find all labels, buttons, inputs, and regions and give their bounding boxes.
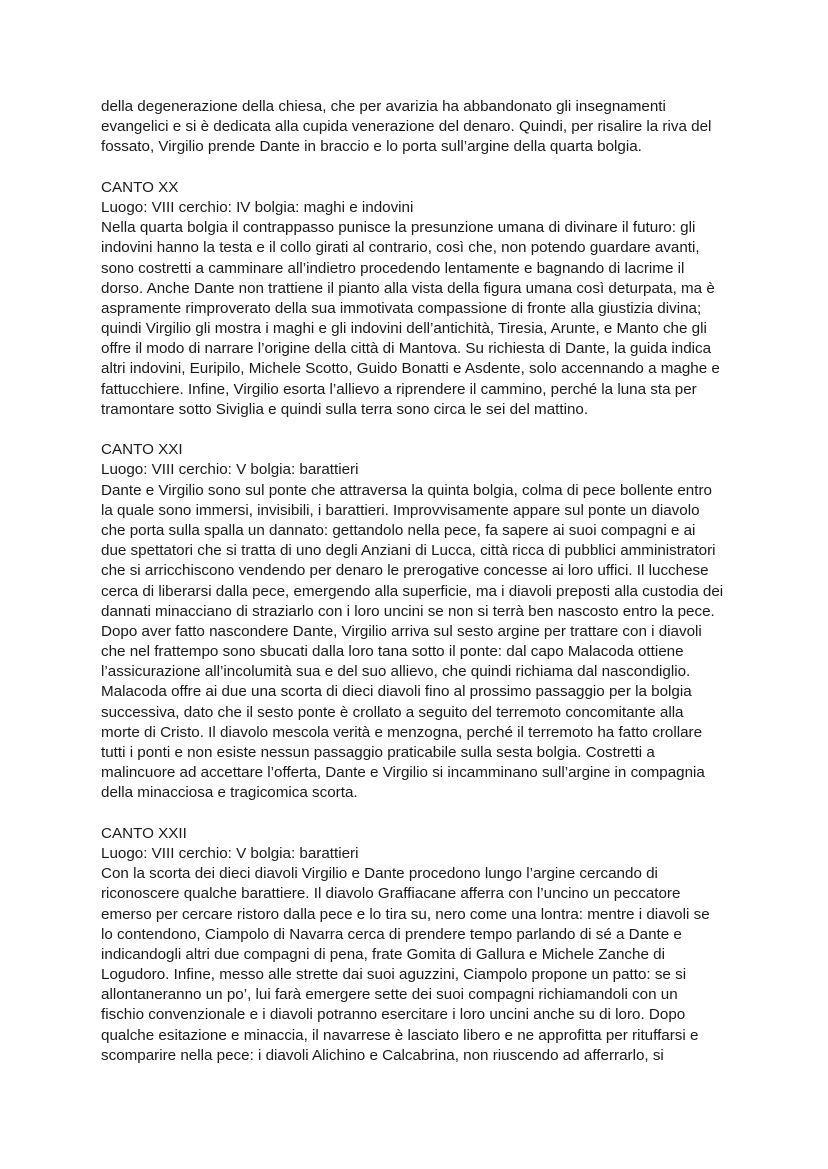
canto-title: CANTO XX [101, 178, 179, 196]
text-line: della degenerazione della chiesa, che per avarizia ha abbandonato gli insegnamenti [101, 98, 666, 115]
canto-title: CANTO XXII [101, 824, 187, 842]
canto-place: Luogo: VIII cerchio: V bolgia: barattieri [101, 844, 359, 862]
text-line: due spettatori che si tratta di uno degli Anziani di Lucca, città ricca di pubblici amministratori [101, 542, 716, 560]
canto-section-xxi [101, 440, 768, 803]
paragraph-gap [101, 158, 768, 178]
text-line: Dopo aver fatto nascondere Dante, Virgilio arriva sul sesto argine per trattare con i diavoli [101, 622, 702, 640]
text-line: che nel frattempo sono sbucati dalla loro tana sotto il ponte: dal capo Malacoda ottiene [101, 643, 684, 661]
text-line: Dante e Virgilio sono sul ponte che attraversa la quinta bolgia, colma di pece bollente entro [101, 481, 712, 499]
text-line: tramontare sotto Siviglia e quindi sulla terra sono circa le sei del mattino. [101, 400, 589, 418]
text-line: Logudoro. Infine, messo alle strette dai suoi aguzzini, Ciampolo propone un patto: se si [101, 966, 687, 984]
paragraph-gap [101, 420, 768, 440]
text-line: qualche esitazione e minaccia, il navarrese è lasciato libero e ne approfitta per rituffarsi e [101, 1026, 699, 1044]
text-line: lo contendono, Ciampolo di Navarra cerca di prendere tempo parlando di sé a Dante e [101, 925, 682, 943]
text-line: l’assicurazione all’incolumità sua e del suo allievo, che quindi richiama dal nascondiglio. [101, 663, 691, 681]
text-line: dannati minacciano di straziarlo con i loro uncini se non si terrà ben nascosto entro la pece. [101, 602, 715, 620]
text-line: dorso. Anche Dante non trattiene il pianto alla vista della figura umana così deturpata, ma è [101, 279, 715, 297]
text-line: indicandogli altri due compagni di pena, frate Gomita di Gallura e Michele Zanche di [101, 945, 665, 963]
canto-section-xx [101, 178, 768, 420]
text-line: altri indovini, Euripilo, Michele Scotto, Guido Bonatti e Asdente, solo accennando a maghe e [101, 360, 720, 378]
text-line: la quale sono immersi, invisibili, i barattieri. Improvvisamente appare sul ponte un diavolo [101, 501, 700, 519]
text-line: fattucchiere. Infine, Virgilio esorta l’allievo a riprendere il cammino, perché la luna sta per [101, 380, 697, 398]
text-line: emerso per cercare ristoro dalla pece e lo tira su, nero come una lontra: mentre i diavoli se [101, 905, 710, 923]
text-line: Malacoda offre ai due una scorta di dieci diavoli fino al prossimo passaggio per la bolgia [101, 683, 692, 701]
text-line: cerca di liberarsi dalla pece, emergendo alla superficie, ma i diavoli preposti alla custodia dei [101, 582, 724, 600]
canto-section-xxii [101, 824, 768, 1066]
text-line: Nella quarta bolgia il contrappasso punisce la presunzione umana di divinare il futuro: gli [101, 219, 696, 237]
text-line: quindi Virgilio gli mostra i maghi e gli indovini dell’antichità, Tiresia, Arunte, e Manto che gli [101, 320, 707, 338]
text-line: tutti i ponti e non esiste nessun passaggio praticabile sulla sesta bolgia. Costretti a [101, 744, 655, 761]
text-line: morte di Cristo. Il diavolo mescola verità e menzogna, perché il terremoto ha fatto crollare [101, 723, 703, 741]
text-line: scomparire nella pece: i diavoli Alichino e Calcabrina, non riuscendo ad afferrarlo, si [101, 1046, 664, 1064]
text-line: che si arricchiscono vendendo per denaro le prerogative concesse ai loro uffici. Il lucchese [101, 562, 709, 580]
text-line: Con la scorta dei dieci diavoli Virgilio e Dante procedono lungo l’argine cercando di [101, 865, 658, 883]
canto-place: Luogo: VIII cerchio: IV bolgia: maghi e indovini [101, 198, 414, 216]
text-line: allontaneranno un po’, lui farà emergere sette dei suoi compagni richiamandoli con un [101, 986, 678, 1004]
text-line: della minacciosa e tragicomica scorta. [101, 784, 358, 802]
canto-title: CANTO XXI [101, 441, 183, 459]
intro-paragraph [101, 97, 768, 158]
text-line: fossato, Virgilio prende Dante in braccio e lo porta sull’argine della quarta bolgia. [101, 138, 642, 156]
canto-place: Luogo: VIII cerchio: V bolgia: barattieri [101, 461, 359, 479]
text-line: fischio convenzionale e i diavoli potranno esercitare i loro uncini anche su di loro. Dopo [101, 1006, 686, 1024]
text-line: indovini hanno la testa e il collo girati al contrario, così che, non potendo guardare avanti, [101, 239, 700, 257]
text-line: offre il modo di narrare l’origine della città di Mantova. Su richiesta di Dante, la guida indica [101, 340, 712, 358]
text-line: malincuore ad accettare l’offerta, Dante e Virgilio si incamminano sull’argine in compagnia [101, 764, 705, 782]
text-line: che porta sulla spalla un dannato: gettandolo nella pece, fa sapere ai suoi compagni e ai [101, 521, 696, 539]
text-line: aspramente rimproverato della sua immotivata compassione di fronte alla giustizia divina; [101, 299, 702, 317]
text-line: successiva, dato che il sesto ponte è crollato a seguito del terremoto concomitante alla [101, 703, 684, 721]
text-line: evangelici e si è dedicata alla cupida venerazione del denaro. Quindi, per risalire la riva del [101, 118, 712, 136]
text-line: sono costretti a camminare all’indietro procedendo lentamente e bagnando di lacrime il [101, 259, 685, 277]
paragraph-gap [101, 804, 768, 824]
text-line: riconoscere qualche barattiere. Il diavolo Graffiacane afferra con l’uncino un peccatore [101, 885, 681, 903]
